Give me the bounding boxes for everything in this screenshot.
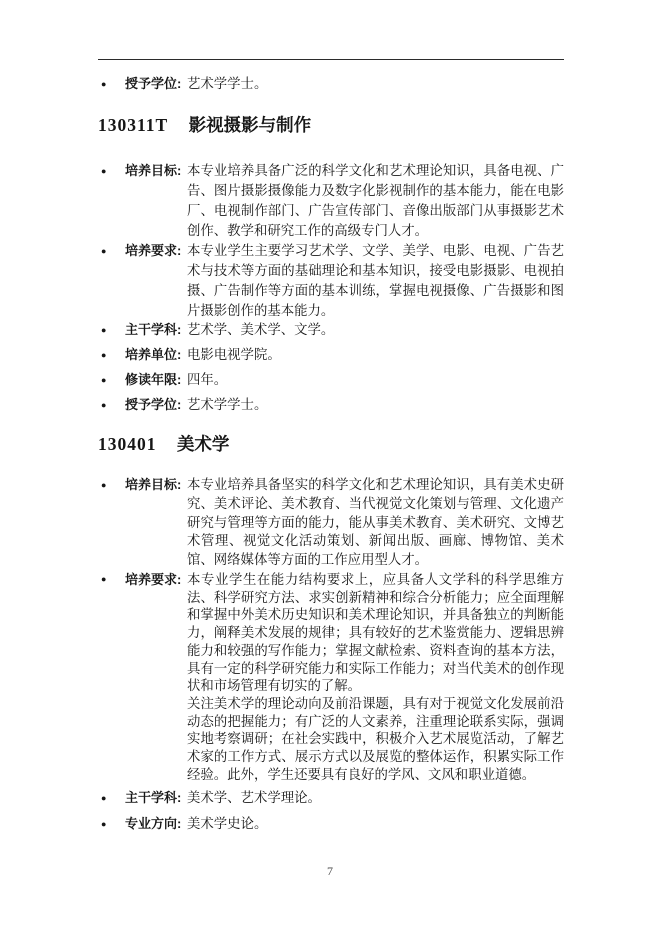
item-label: 授予学位: bbox=[125, 76, 182, 91]
list-item-training-requirements bbox=[98, 571, 564, 783]
section-code: 130311T bbox=[98, 115, 169, 135]
item-text: 本专业培养具备坚实的科学文化和艺术理论知识，具有美术史研究、美术评论、美术教育、当代视觉文化策划与管理、文化遗产研究与管理等方面的能力，能从事美术教育、美术研究、文博艺术管理、视觉文化活动策划、新闻出版、画廊、博物馆、美术馆、网络媒体等方面的工作应用型人才。 bbox=[187, 477, 564, 568]
item-text: 美术学、艺术学理论。 bbox=[187, 790, 321, 805]
bullet-icon: ● bbox=[101, 166, 107, 176]
item-text: 电影电视学院。 bbox=[187, 347, 281, 362]
header-rule bbox=[98, 59, 564, 60]
item-label: 培养目标: bbox=[125, 477, 182, 492]
item-text: 艺术学学士。 bbox=[187, 397, 268, 412]
list-item-degree-awarded bbox=[98, 395, 564, 415]
bullet-icon: ● bbox=[101, 819, 107, 829]
item-text: 美术学史论。 bbox=[187, 816, 268, 831]
item-label: 培养单位: bbox=[125, 347, 182, 362]
list-item-core-disciplines bbox=[98, 788, 564, 808]
list-item-degree-awarded-continued bbox=[98, 74, 564, 94]
item-label: 培养要求: bbox=[125, 243, 182, 258]
section-title: 影视摄影与制作 bbox=[188, 115, 312, 135]
bullet-icon: ● bbox=[101, 79, 107, 89]
item-label: 培养目标: bbox=[125, 163, 182, 178]
bullet-icon: ● bbox=[101, 375, 107, 385]
section-heading-130311T bbox=[98, 114, 311, 136]
item-text: 四年。 bbox=[187, 372, 228, 387]
bullet-icon: ● bbox=[101, 325, 107, 335]
item-label: 修读年限: bbox=[125, 372, 182, 387]
list-item-training-requirements bbox=[98, 241, 564, 321]
bullet-icon: ● bbox=[101, 793, 107, 803]
item-text: 艺术学、美术学、文学。 bbox=[187, 322, 335, 337]
item-label: 培养要求: bbox=[125, 572, 182, 587]
list-item-training-objective bbox=[98, 476, 564, 570]
list-item-training-objective bbox=[98, 161, 564, 241]
bullet-icon: ● bbox=[101, 400, 107, 410]
list-item-specialization bbox=[98, 814, 564, 834]
item-text-paragraph-2: 关注美术学的理论动向及前沿课题，具有对于视觉文化发展前沿动态的把握能力；有广泛的人文素养，注重理论联系实际，强调实地考察调研；在社会实践中，积极介入艺术展览活动，了解艺术家的工作方式、展示方式以及展览的整体运作，积累实际工作经验。此外，学生还要具有良好的学风、文风和职业道德。 bbox=[187, 695, 564, 782]
section-title: 美术学 bbox=[176, 434, 230, 454]
list-item-core-disciplines bbox=[98, 320, 564, 340]
item-text-paragraph-1: 本专业学生在能力结构要求上，应具备人文学科的科学思维方法、科学研究方法、求实创新精神和综合分析能力；应全面理解和掌握中外美术历史知识和美术理论知识，并具备独立的判断能力，阐释美术发展的规律；具有较好的艺术鉴赏能力、逻辑思辨能力和较强的写作能力；掌握文献检索、资料查询的基本方法，具有一定的科学研究能力和实际工作能力；对当代美术的创作现状和市场管理有切实的了解。 bbox=[187, 572, 564, 694]
item-label: 授予学位: bbox=[125, 397, 182, 412]
item-text bbox=[187, 571, 564, 783]
bullet-icon: ● bbox=[101, 246, 107, 256]
page-number: 7 bbox=[327, 864, 333, 878]
item-text: 艺术学学士。 bbox=[187, 76, 268, 91]
item-text: 本专业培养具备广泛的科学文化和艺术理论知识，具备电视、广告、图片摄影摄像能力及数字化影视制作的基本能力，能在电影厂、电视制作部门、广告宣传部门、音像出版部门从事摄影艺术创作、教学和研究工作的高级专门人才。 bbox=[187, 163, 564, 238]
section-code: 130401 bbox=[98, 434, 157, 454]
item-label: 主干学科: bbox=[125, 790, 182, 805]
item-text: 本专业学生主要学习艺术学、文学、美学、电影、电视、广告艺术与技术等方面的基础理论和基本知识，接受电影摄影、电视拍摄、广告制作等方面的基本训练，掌握电视摄像、广告摄影和图片摄影创作的基本能力。 bbox=[187, 243, 564, 318]
list-item-training-unit bbox=[98, 345, 564, 365]
item-label: 主干学科: bbox=[125, 322, 182, 337]
bullet-icon: ● bbox=[101, 350, 107, 360]
bullet-icon: ● bbox=[101, 574, 107, 584]
item-label: 专业方向: bbox=[125, 816, 182, 831]
bullet-icon: ● bbox=[101, 480, 107, 490]
section-heading-130401 bbox=[98, 433, 229, 455]
list-item-study-duration bbox=[98, 370, 564, 390]
